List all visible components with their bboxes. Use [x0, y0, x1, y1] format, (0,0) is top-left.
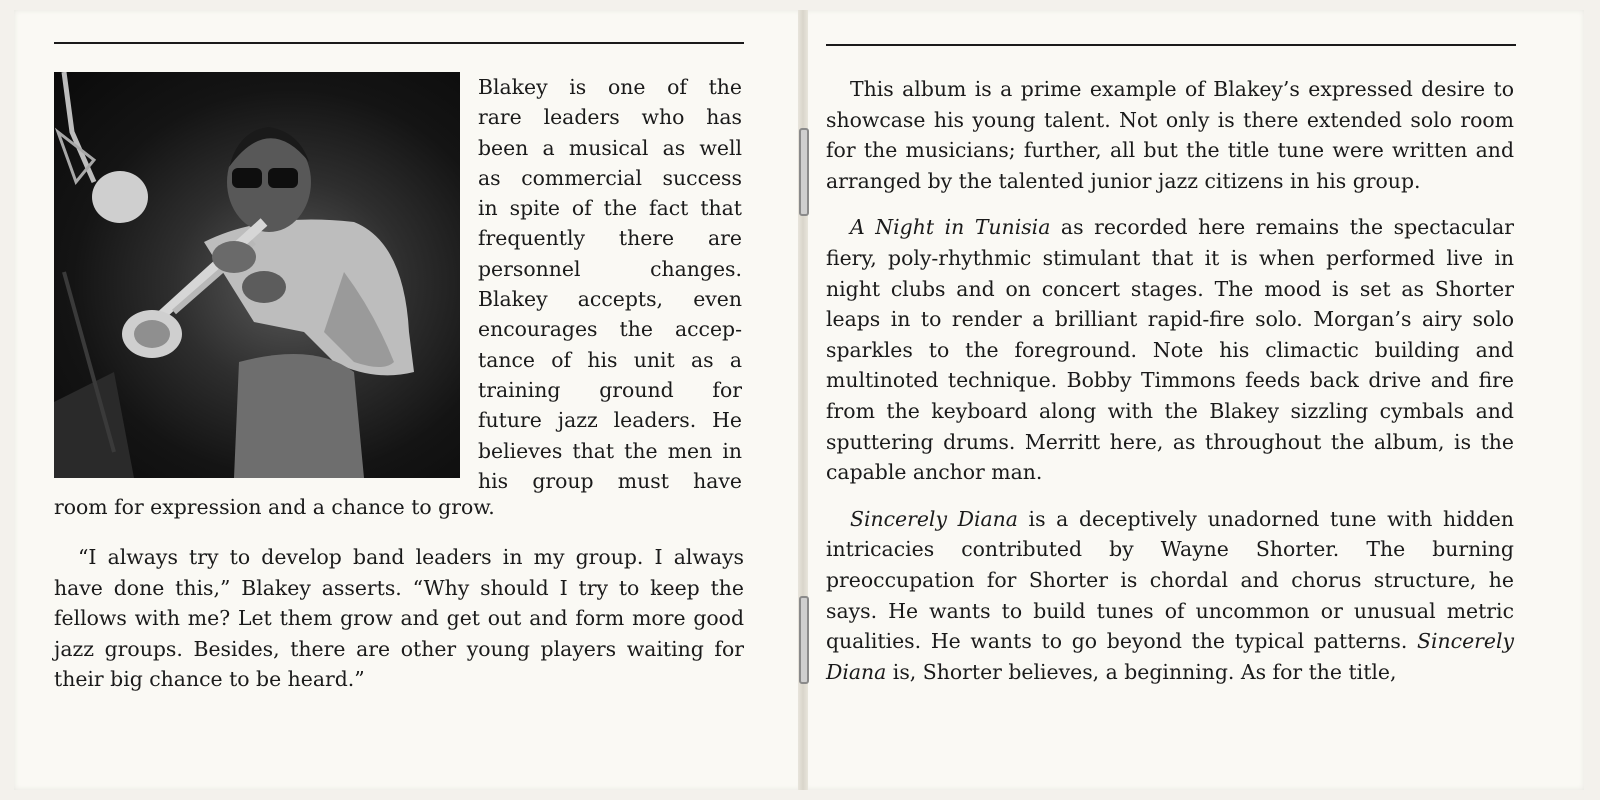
- right-top-rule: [826, 44, 1516, 46]
- tunisia-paragraph: [826, 212, 1514, 487]
- wrapped-line: personnel changes.: [478, 256, 742, 281]
- diana-text: is a deceptively unadorned tune with hidden intricacies contributed by Wayne Shorter. The burning preoccupation for Shorter is chordal and chorus structure, he says. He wants to build tunes of uncommon or unusual metric qualities. He wants to go beyond the typical patterns.: [826, 506, 1515, 654]
- wrapped-line: future jazz leaders. He: [478, 408, 742, 433]
- wrapped-line: his group must have: [478, 468, 742, 493]
- wrapped-line: been a musical as well: [478, 135, 742, 160]
- staple-bottom: [799, 596, 809, 684]
- microphone-icon: [92, 171, 148, 223]
- album-paragraph: This album is a prime example of Blakey’s expressed desire to showcase his young talent. Not only is there extended solo room for the musicians; further, all but the title tune were written and arranged by the talented junior jazz citizens in his group.: [826, 77, 1514, 193]
- wrapped-line: tance of his unit as a: [478, 347, 742, 372]
- trumpet-player-photo: [54, 72, 460, 478]
- wrapped-line: rare leaders who has: [478, 105, 742, 130]
- wrapped-line: Blakey accepts, even: [478, 287, 742, 312]
- wrapped-line: believes that the men in: [478, 438, 742, 463]
- wrapped-line: training ground for: [478, 377, 742, 402]
- intro-last-line: room for expression and a chance to grow.: [54, 495, 495, 519]
- left-top-rule: [54, 42, 744, 44]
- wrapped-column: [478, 72, 742, 496]
- diana-title: Sincerely Diana: [850, 506, 1018, 531]
- tunisia-text: as recorded here remains the spectacular fiery, poly-rhythmic stimulant that it is when performed live in night clubs and on concert stages. The mood is set as Shorter leaps in to render a brilliant rapid-fire solo. Morgan’s airy solo sparkles to the foreground. Note his climactic building and multinoted technique. Bobby Timmons feeds back drive and fire from the keyboard along with the Blakey sizzling cymbals and sputtering drums. Merritt here, as throughout the album, is the capable anchor man.: [826, 215, 1514, 485]
- tunisia-title: A Night in Tunisia: [850, 215, 1051, 240]
- wrapped-line: frequently there are: [478, 226, 742, 251]
- wrapped-line: as commercial success: [478, 165, 742, 190]
- wrapped-line: in spite of the fact that: [478, 196, 742, 221]
- photo-trumpet-player: [54, 72, 460, 478]
- diana-paragraph: [826, 504, 1514, 688]
- quote-paragraph: “I always try to develop band leaders in my group. I always have done this,” Blakey asserts. “Why should I try to keep the fellows with me? Let them grow and get out and form more good jazz groups. Besides, there are other young players waiting for their big chance to be heard.”: [54, 545, 744, 692]
- diana-title-2: Sincerely Diana: [826, 629, 1514, 684]
- right-column: [826, 74, 1514, 687]
- wrapped-line: Blakey is one of the: [478, 75, 742, 99]
- diana-text-end: is, Shorter believes, a beginning. As for the title,: [886, 659, 1397, 684]
- wrapped-line: encourages the accep-: [478, 317, 742, 342]
- staple-top: [799, 128, 809, 216]
